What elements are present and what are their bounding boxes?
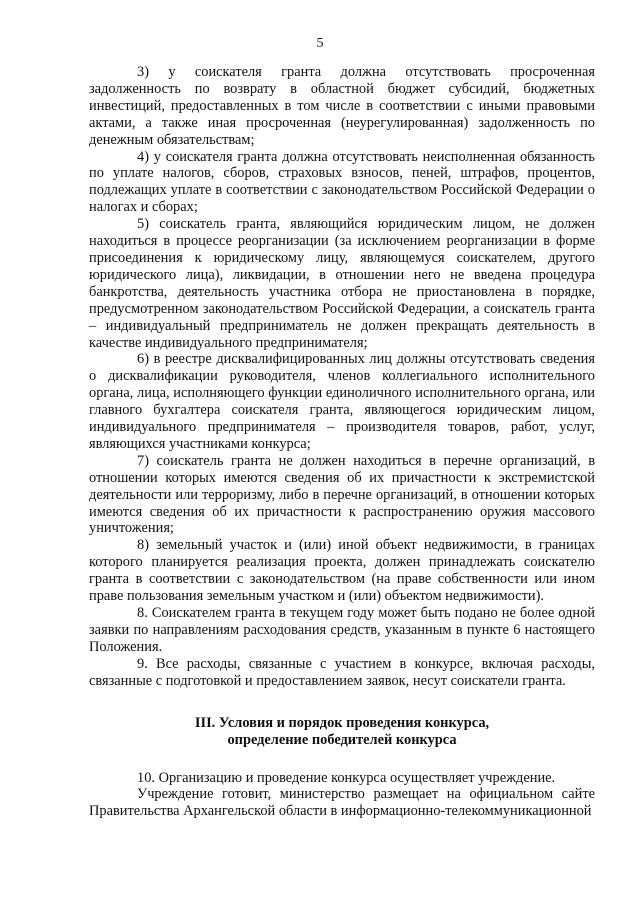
paragraph-item-8: 8) земельный участок и (или) иной объект недвижимости, в границах которого планируется реализация проекта, должен принадлежать соискателю гранта в соответствии с законодательством (на праве собственности или ином праве пользования земельным участком и (или) объектом недвижимости). [89, 537, 595, 605]
section-heading-line-1: III. Условия и порядок проведения конкурса, [194, 714, 490, 731]
document-body [89, 64, 595, 820]
paragraph-item-7: 7) соискатель гранта не должен находиться в перечне организаций, в отношении которых имеются сведения об их причастности к экстремистской деятельности или терроризму, либо в перечне организаций, в отношении которых имеются сведения об их причастности к распространению оружия массового уничтожения; [89, 452, 595, 537]
page-number: 5 [316, 36, 324, 51]
paragraph-item-6: 6) в реестре дисквалифицированных лиц должны отсутствовать сведения о дисквалификации руководителя, членов коллегиального исполнительного органа, лица, исполняющего функции единоличного исполнительного органа, или главного бухгалтера соискателя гранта, являющегося юридическим лицом, индивидуального предпринимателя – производителя товаров, работ, услуг, являющихся участниками конкурса; [89, 351, 595, 452]
paragraph-clause-9: 9. Все расходы, связанные с участием в конкурсе, включая расходы, связанные с подготовкой и предоставлением заявок, несут соискатели гранта. [89, 655, 595, 689]
paragraph-continuation: Учреждение готовит, министерство размещает на официальном сайте Правительства Архангельской области в информационно-телекоммуникационной [89, 786, 595, 820]
section-heading [89, 715, 595, 749]
paragraph-item-3: 3) у соискателя гранта должна отсутствовать просроченная задолженность по возврату в областной бюджет субсидий, бюджетных инвестиций, предоставленных в том числе в соответствии с иными правовыми актами, а также иная просроченная (неурегулированная) задолженность по денежным обязательствам; [89, 64, 595, 148]
paragraph-item-4: 4) у соискателя гранта должна отсутствовать неисполненная обязанность по уплате налогов, сборов, страховых взносов, пеней, штрафов, процентов, подлежащих уплате в соответствии с законодательством Российской Федерации о налогах и сборах; [89, 148, 595, 216]
paragraph-item-5: 5) соискатель гранта, являющийся юридическим лицом, не должен находиться в процессе реорганизации (за исключением реорганизации в форме присоединения к юридическому лицу, являющемуся соискателем, другого юридического лица), ликвидации, в отношении него не введена процедура банкротства, деятельность участника отбора не приостановлена в порядке, предусмотренном законодательством Российской Федерации, а соискатель гранта – индивидуальный предприниматель не должен прекращать деятельность в качестве индивидуального предпринимателя; [89, 216, 595, 351]
paragraph-clause-10: 10. Организацию и проведение конкурса осуществляет учреждение. [137, 769, 556, 786]
section-heading-line-2: определение победителей конкурса [227, 731, 457, 748]
paragraph-clause-8: 8. Соискателем гранта в текущем году может быть подано не более одной заявки по направлениям расходования средств, указанным в пункте 6 настоящего Положения. [89, 605, 595, 655]
